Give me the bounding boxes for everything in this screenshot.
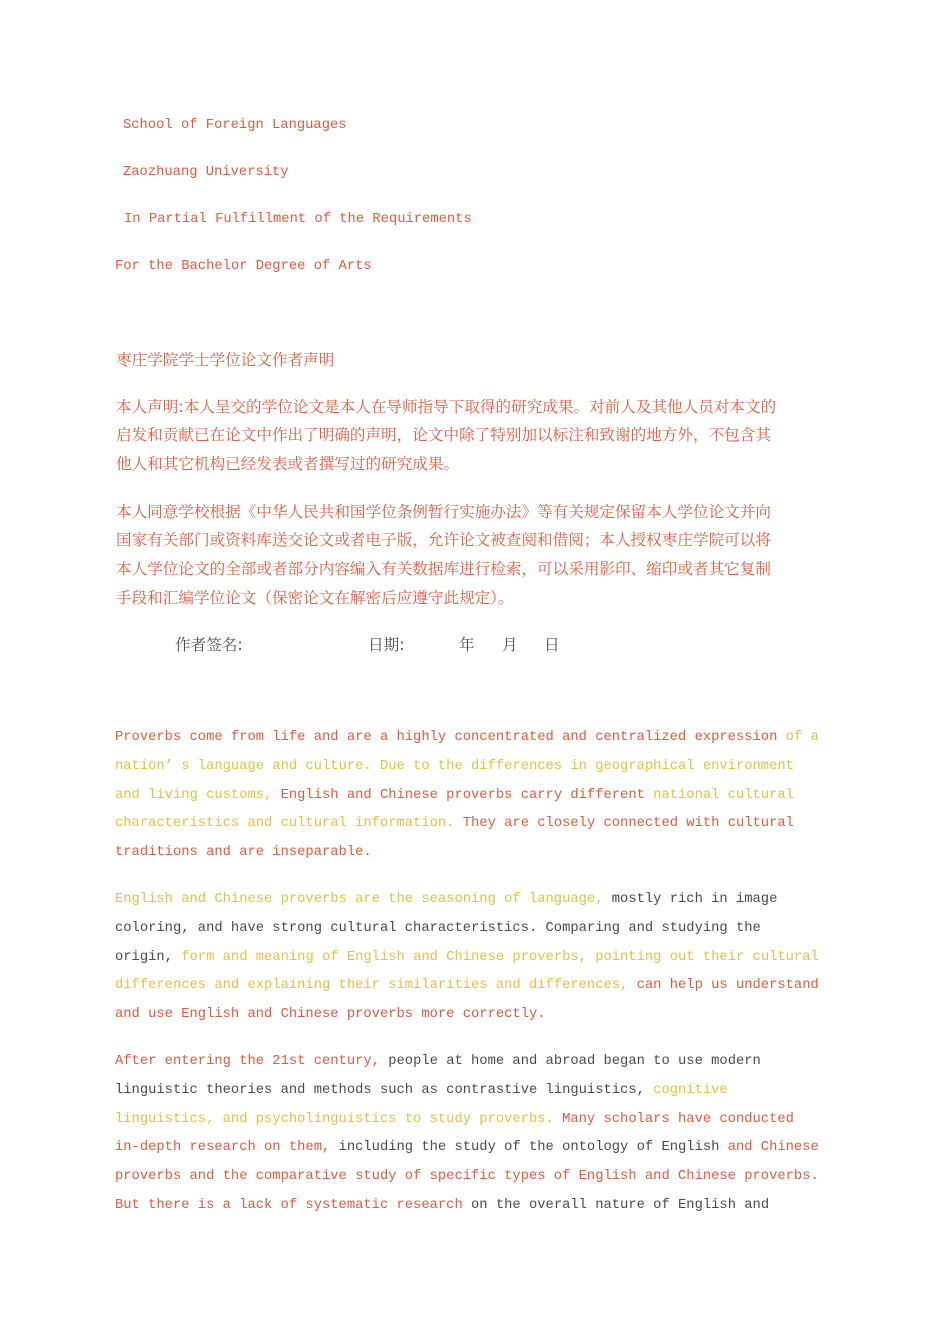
text-segment: including the study of the ontology of English: [338, 1140, 728, 1156]
text-segment: coloring, and have strong cultural characteristics. Comparing and studying the: [115, 920, 761, 936]
text-segment: characteristics and cultural information.: [115, 816, 463, 832]
text-segment: linguistics, and psycholinguistics to study proverbs.: [115, 1111, 563, 1127]
text-segment: English and Chinese proverbs carry different: [280, 787, 654, 803]
text-segment: and Chinese: [727, 1140, 819, 1156]
declaration-heading: 枣庄学院学士学位论文作者声明: [116, 351, 335, 369]
title-university: Zaozhuang University: [123, 165, 289, 180]
signature-label: 作者签名:: [175, 636, 243, 654]
declaration-para1-line: 本人声明:本人呈交的学位论文是本人在导师指导下取得的研究成果。对前人及其他人员对本文的: [116, 398, 777, 416]
text-segment: of a: [785, 730, 819, 745]
text-segment: origin,: [115, 949, 182, 965]
date-label: 日期:: [368, 636, 405, 654]
text-segment: But there is a lack of systematic research: [115, 1198, 472, 1213]
text-segment: Proverbs come from life and are a highly concentrated and centralized expression: [115, 730, 786, 745]
text-segment: linguistic theories and methods such as contrastive linguistics,: [115, 1082, 654, 1098]
text-segment: traditions and are inseparable.: [115, 845, 372, 861]
text-segment: English and Chinese proverbs are the seasoning of language,: [115, 892, 612, 907]
text-segment: and use English and Chinese proverbs more correctly.: [115, 1007, 546, 1023]
text-segment: national cultural: [653, 787, 794, 803]
paragraph-1-line: [115, 814, 794, 834]
declaration-para2-line: 手段和汇编学位论文（保密论文在解密后应遵守此规定）。: [116, 589, 514, 607]
declaration-para2-line: 国家有关部门或资料库送交论文或者电子版，允许论文被查阅和借阅；本人授权枣庄学院可以将: [116, 531, 771, 549]
text-segment: proverbs and the comparative study of specific types of English and Chinese proverbs.: [115, 1169, 819, 1185]
title-degree: For the Bachelor Degree of Arts: [115, 259, 372, 274]
declaration-para2-line: 本人学位论文的全部或者部分内容编入有关数据库进行检索，可以采用影印、缩印或者其它复制: [116, 560, 771, 578]
paragraph-1-line: [115, 786, 794, 806]
paragraph-2-line: [115, 890, 777, 910]
paragraph-2-line: [115, 919, 761, 939]
text-segment: cognitive: [653, 1082, 728, 1098]
paragraph-3-line: [115, 1052, 761, 1072]
text-segment: in-depth research on them,: [115, 1140, 339, 1156]
title-school: School of Foreign Languages: [123, 118, 347, 133]
text-segment: Many scholars have conducted: [562, 1111, 794, 1127]
paragraph-3-line: [115, 1167, 819, 1187]
text-segment: form and meaning of English and Chinese proverbs, pointing out their cultural: [181, 949, 819, 965]
text-segment: on the overall nature of English and: [471, 1198, 770, 1213]
declaration-para1-line: 启发和贡献已在论文中作出了明确的声明，论文中除了特别加以标注和致谢的地方外，不包含其: [116, 426, 771, 444]
paragraph-3-line: [115, 1196, 769, 1216]
text-segment: After entering the 21st century,: [115, 1054, 389, 1069]
declaration-para1-line: 他人和其它机构已经发表或者撰写过的研究成果。: [116, 455, 460, 473]
title-fulfillment: In Partial Fulfillment of the Requirements: [124, 212, 472, 227]
text-segment: differences and explaining their similarities and differences,: [115, 978, 637, 994]
paragraph-3-line: [115, 1110, 794, 1130]
text-segment: people at home and abroad began to use modern: [388, 1054, 761, 1069]
text-segment: mostly rich in image: [611, 892, 778, 907]
date-year: 年: [459, 636, 475, 654]
paragraph-2-line: [115, 948, 819, 968]
paragraph-2-line: [115, 976, 819, 996]
text-segment: nation’ s language and culture. Due to the differences in geographical environment: [115, 758, 794, 774]
declaration-para2-line: 本人同意学校根据《中华人民共和国学位条例暂行实施办法》等有关规定保留本人学位论文并向: [116, 503, 771, 521]
text-segment: They are closely connected with cultural: [462, 816, 794, 832]
text-segment: can help us understand: [636, 978, 819, 994]
text-segment: and living customs,: [115, 787, 281, 803]
paragraph-3-line: [115, 1081, 728, 1101]
date-day: 日: [544, 636, 560, 654]
paragraph-1-line: [115, 757, 794, 777]
paragraph-3-line: [115, 1138, 819, 1158]
paragraph-1-line: [115, 843, 372, 863]
paragraph-2-line: [115, 1005, 546, 1025]
date-month: 月: [502, 636, 518, 654]
paragraph-1-line: [115, 728, 819, 748]
